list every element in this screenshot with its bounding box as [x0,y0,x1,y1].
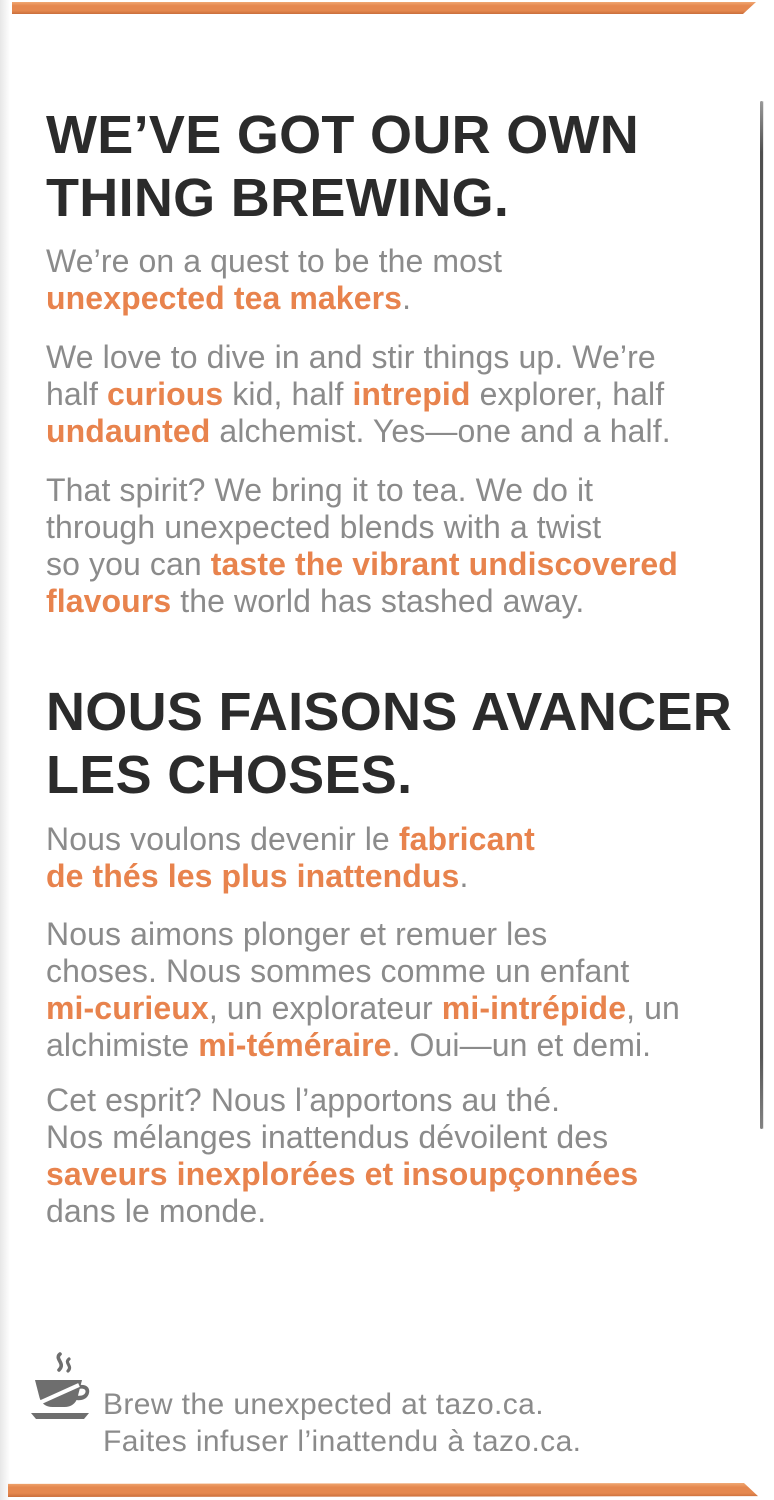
text-segment: alchemist. Yes—one and a half. [210,413,671,449]
text-segment: explorer, half [470,376,665,412]
text-segment: half [46,376,107,412]
paragraph-fr-fabricant [46,821,535,895]
text-segment: Nous aimons plonger et remuer les [46,916,548,952]
text-segment: . [459,858,469,894]
highlighted-text: fabricant [398,821,535,857]
steam-wisp-left [58,1354,61,1370]
text-segment: the world has stashed away. [171,583,585,619]
text-segment: Brew the unexpected at tazo.ca. [103,1388,544,1421]
paragraph-fr-esprit [46,1082,638,1230]
highlighted-text: mi-intrépide [441,990,627,1026]
text-segment: NOUS FAISONS AVANCER [46,682,733,742]
highlighted-text: taste the vibrant undiscovered [210,546,678,582]
text-segment: We love to dive in and stir things up. We’re [46,339,656,375]
highlighted-text: unexpected tea makers [46,280,403,316]
text-segment: THING BREWING. [46,168,510,228]
box-edge-crease-line [760,101,763,1129]
text-segment: so you can [46,546,211,582]
text-segment: Faites infuser l’inattendu à tazo.ca. [103,1425,582,1458]
footer-brew-tagline [103,1386,581,1460]
panel-left-edge-shading [0,0,10,1500]
text-segment: alchimiste [46,1027,199,1063]
paragraph-en-quest [46,243,502,317]
text-segment: LES CHOSES. [46,745,413,805]
highlighted-text: mi-téméraire [198,1027,392,1063]
text-segment: WE’VE GOT OUR OWN [46,105,640,165]
text-segment: through unexpected blends with a twist [46,509,602,545]
paragraph-en-spirit [46,472,678,620]
highlighted-text: curious [106,376,224,412]
highlighted-text: saveurs inexplorées et insoupçonnées [46,1156,639,1192]
text-segment: kid, half [223,376,353,412]
top-accent-bar [12,2,756,14]
text-segment: Cet esprit? Nous l’apportons au thé. [46,1082,561,1118]
highlighted-text: de thés les plus inattendus [46,858,460,894]
highlighted-text: intrepid [352,376,471,412]
text-segment: That spirit? We bring it to tea. We do it [46,472,594,508]
text-segment: dans le monde. [46,1193,267,1229]
text-segment: We’re on a quest to be the most [46,243,503,279]
bottom-accent-bar [8,1483,758,1497]
paragraph-fr-plonger [46,916,680,1064]
headline-en [46,104,639,230]
text-segment: Nos mélanges inattendus dévoilent des [46,1119,609,1155]
highlighted-text: undaunted [46,413,211,449]
text-segment: choses. Nous sommes comme un enfant [46,953,630,989]
steam-wisp-right [67,1359,69,1371]
text-segment: , un [626,990,680,1026]
text-segment: . [402,280,412,316]
text-segment: , un explorateur [208,990,442,1026]
highlighted-text: flavours [46,583,172,619]
saucer [31,1413,89,1419]
text-segment: . Oui—un et demi. [391,1027,652,1063]
teacup-steam-icon [28,1349,94,1425]
paragraph-en-dive-in [46,339,671,450]
text-segment: Nous voulons devenir le [46,821,399,857]
headline-fr [46,681,732,807]
highlighted-text: mi-curieux [46,990,209,1026]
